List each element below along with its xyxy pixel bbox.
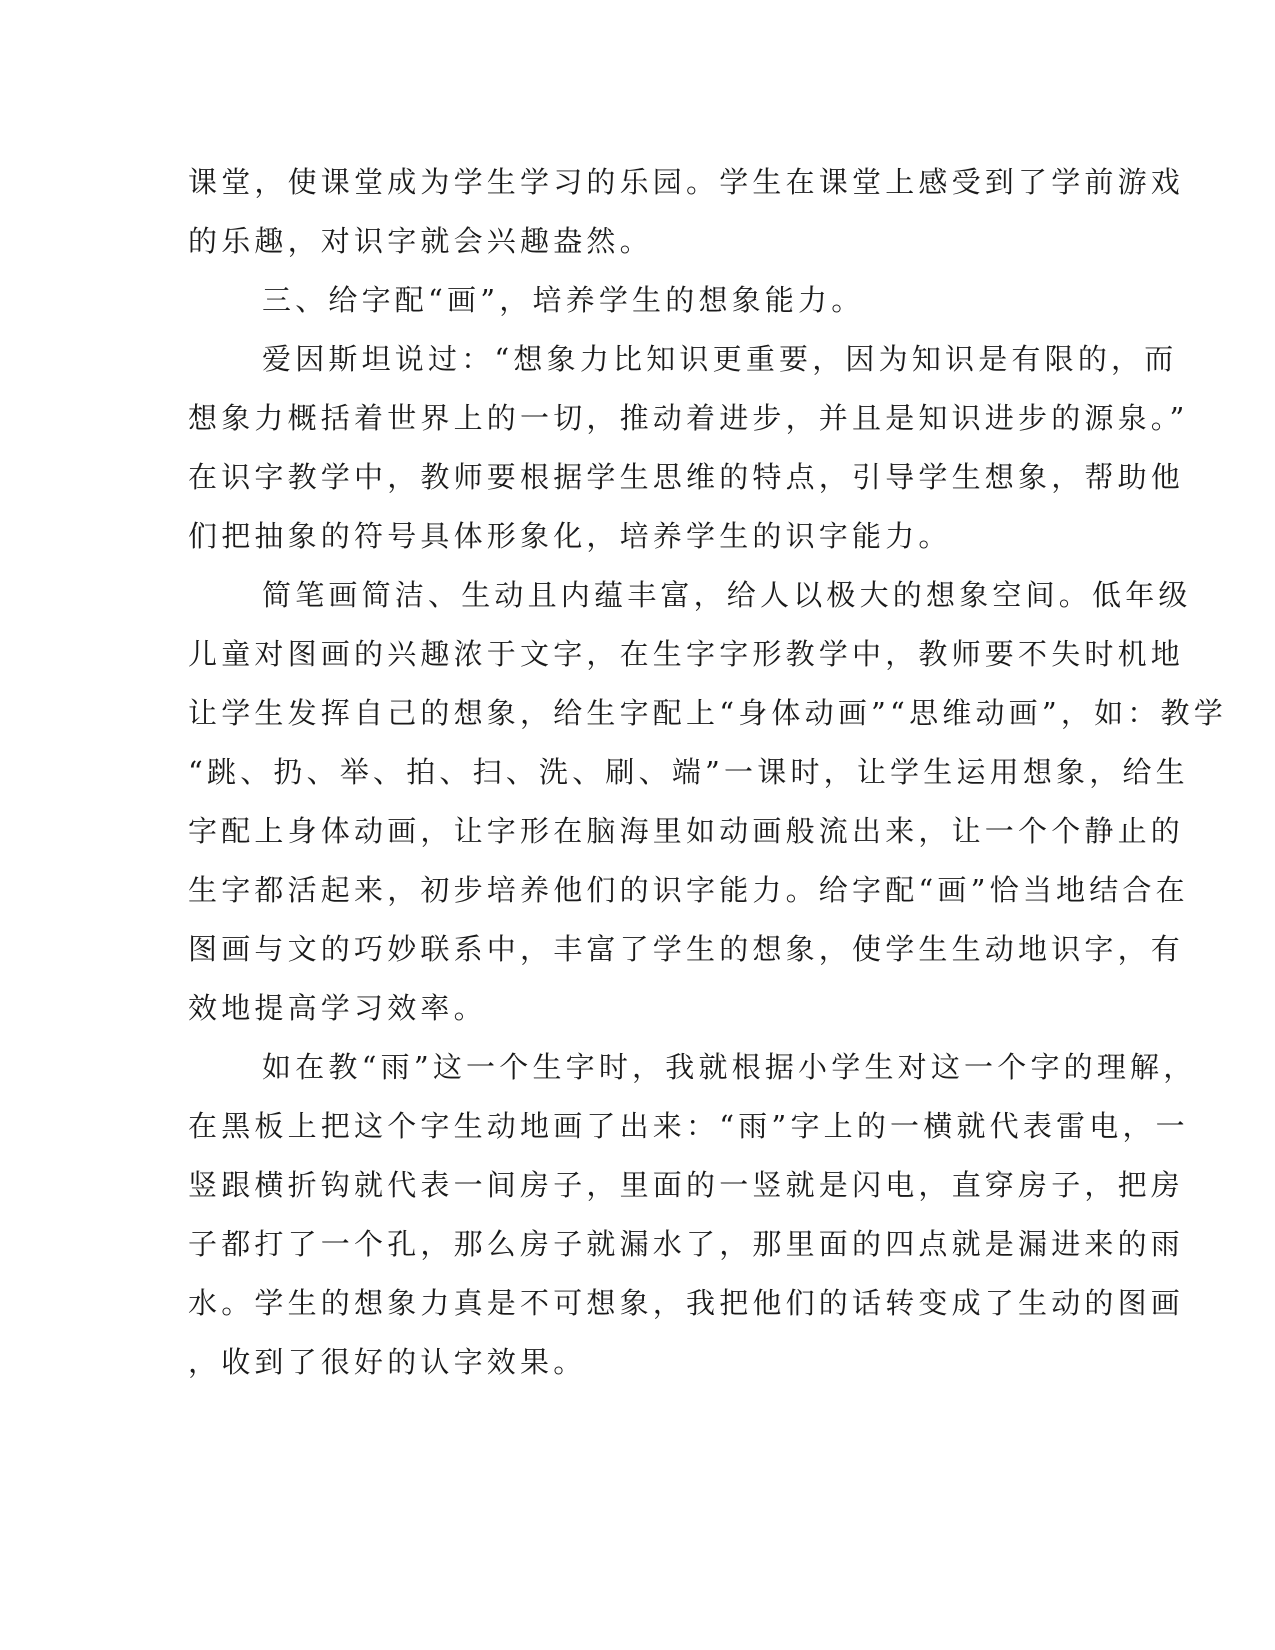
body-text-line: 在识字教学中，教师要根据学生思维的特点，引导学生想象，帮助他 [188,460,1185,494]
body-text-line: 效地提高学习效率。 [188,991,487,1025]
body-text-line: 字配上身体动画，让字形在脑海里如动画般流出来，让一个个静止的 [188,814,1185,848]
body-text-line: 的乐趣，对识字就会兴趣盎然。 [188,224,653,258]
body-text-line: 水。学生的想象力真是不可想象，我把他们的话转变成了生动的图画 [188,1286,1185,1320]
body-text-line: 在黑板上把这个字生动地画了出来：“雨”字上的一横就代表雷电，一 [188,1109,1189,1143]
body-text-line: 让学生发挥自己的想象，给生字配上“身体动画”“思维动画”，如：教学 [188,696,1227,730]
body-text-line: 生字都活起来，初步培养他们的识字能力。给字配“画”恰当地结合在 [188,873,1189,907]
body-text-line: 简笔画简洁、生动且内蕴丰富，给人以极大的想象空间。低年级 [262,578,1192,612]
body-text-line: 儿童对图画的兴趣浓于文字，在生字字形教学中，教师要不失时机地 [188,637,1185,671]
body-text-line: 图画与文的巧妙联系中，丰富了学生的想象，使学生生动地识字，有 [188,932,1185,966]
body-text-line: 如在教“雨”这一个生字时，我就根据小学生对这一个字的理解， [262,1050,1197,1084]
body-text-line: 课堂，使课堂成为学生学习的乐园。学生在课堂上感受到了学前游戏 [188,165,1185,199]
body-text-line: 竖跟横折钩就代表一间房子，里面的一竖就是闪电，直穿房子，把房 [188,1168,1185,1202]
body-text-line: 子都打了一个孔，那么房子就漏水了，那里面的四点就是漏进来的雨 [188,1227,1185,1261]
body-text-line: ，收到了很好的认字效果。 [188,1345,587,1379]
body-text-line: 想象力概括着世界上的一切，推动着进步，并且是知识进步的源泉。” [188,401,1189,435]
body-text-line: “跳、扔、举、拍、扫、洗、刷、端”一课时，让学生运用想象，给生 [188,755,1189,789]
section-heading: 三、给字配“画”，培养学生的想象能力。 [262,283,865,317]
body-text-line: 爱因斯坦说过：“想象力比知识更重要，因为知识是有限的，而 [262,342,1178,376]
body-text-line: 们把抽象的符号具体形象化，培养学生的识字能力。 [188,519,952,553]
